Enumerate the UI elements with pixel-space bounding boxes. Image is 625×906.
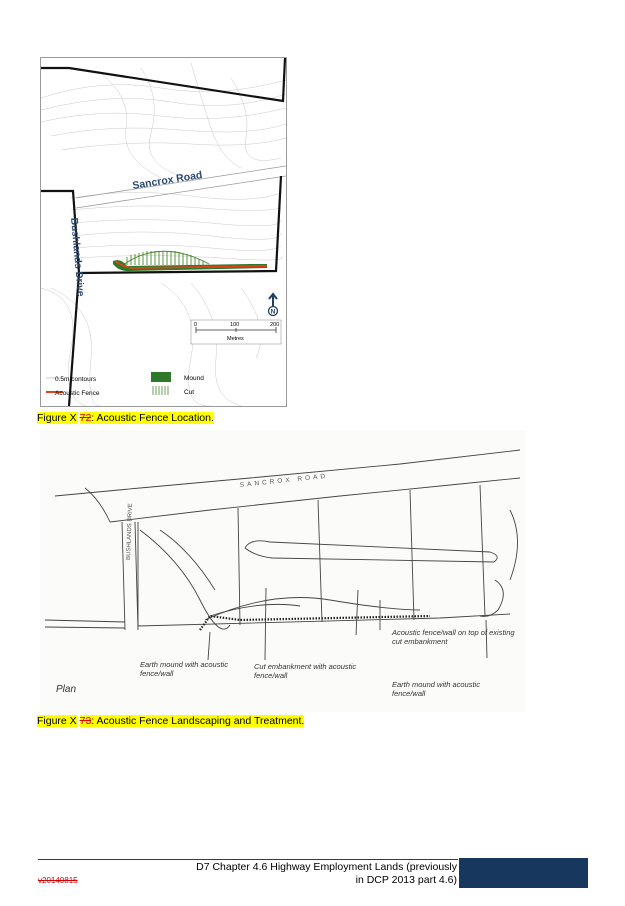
caption-text: : Acoustic Fence Location. [91, 412, 214, 424]
legend-contours-label: 0.5m contours [55, 376, 97, 383]
figure-72-caption [37, 412, 214, 424]
figure-73-caption [37, 715, 304, 727]
north-label: N [270, 308, 276, 316]
legend-fence-label: Acoustic Fence [55, 390, 100, 397]
scale-unit-label: Metres [227, 336, 244, 342]
annotation-cut-embankment: Cut embankment with acoustic fence/wall [254, 662, 357, 680]
cut-area [123, 251, 209, 265]
footer-title-line1: D7 Chapter 4.6 Highway Employment Lands (previously [196, 861, 457, 873]
legend-cut-label: Cut [184, 389, 195, 396]
scale-tick-200: 200 [270, 322, 280, 328]
annotation-earth-mound-right: Earth mound with acoustic fence/wall [392, 680, 480, 698]
old-figure-number: 72 [79, 412, 92, 424]
footer-document-title [160, 861, 457, 887]
caption-text: : Acoustic Fence Landscaping and Treatment. [91, 715, 305, 727]
bushlands-drive-label: Bushlands Drive [68, 217, 86, 297]
scale-tick-0: 0 [194, 322, 198, 328]
sketch-plan-label: Plan [56, 684, 77, 695]
acoustic-fence-location-map [40, 57, 287, 407]
footer-rule [38, 859, 458, 860]
north-arrow-icon [269, 294, 278, 316]
old-figure-number: 73 [79, 715, 92, 727]
footer-color-block [459, 858, 588, 888]
acoustic-fence-sketch-plan [40, 430, 525, 712]
figure-prefix: Figure X [37, 715, 77, 727]
sancrox-road-label: Sancrox Road [131, 169, 204, 192]
figure-prefix: Figure X [37, 412, 77, 424]
map-canvas [41, 58, 286, 406]
footer-version: v20140815 [38, 876, 78, 885]
legend-mound-label: Mound [184, 375, 204, 382]
sketch-road-label: SANCROX ROAD [239, 472, 329, 489]
scale-tick-100: 100 [230, 322, 240, 328]
legend-cut-swatch [153, 386, 168, 395]
scale-bar [191, 320, 281, 344]
sketch-drive-label: BUSHLANDS DRIVE [126, 503, 134, 561]
annotation-fence-on-embankment: Acoustic fence/wall on top of existing cut embankment [392, 628, 515, 646]
legend-mound-swatch [151, 372, 171, 382]
annotation-earth-mound-left: Earth mound with acoustic fence/wall [140, 660, 228, 678]
footer-title-line2: in DCP 2013 part 4.6) [355, 874, 457, 886]
